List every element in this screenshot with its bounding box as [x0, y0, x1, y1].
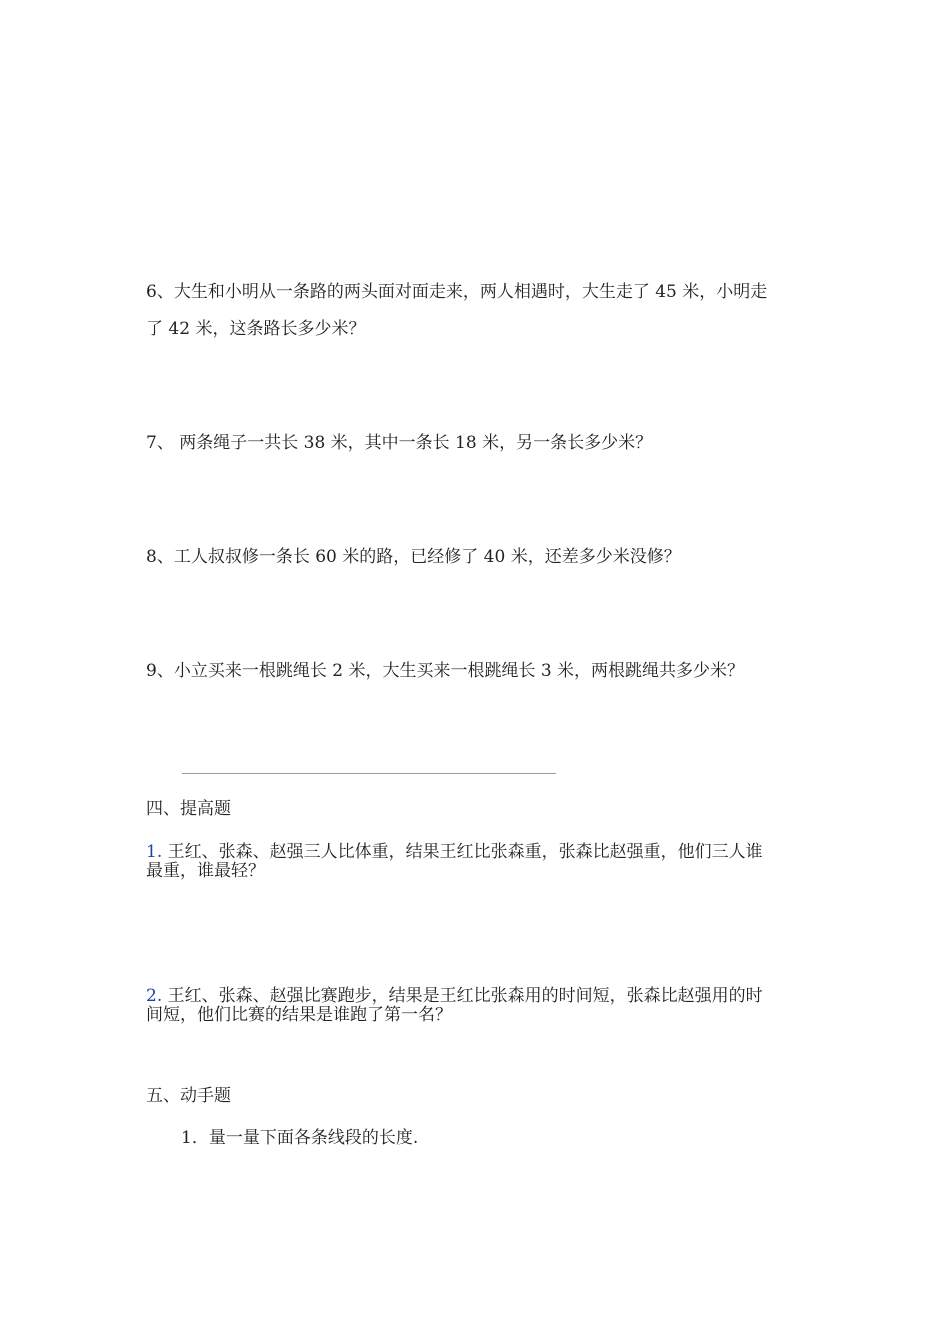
problem-1-line2: 最重，谁最轻？ [146, 861, 265, 881]
question-9: 9、小立买来一根跳绳长 2 米，大生买来一根跳绳长 3 米，两根跳绳共多少米？ [146, 661, 745, 681]
problem-2-line1 [146, 986, 763, 1006]
question-6-line1: 6、大生和小明从一条路的两头面对面走来，两人相遇时，大生走了 45 米，小明走 [146, 282, 768, 302]
problem-1-number: 1. [146, 842, 163, 862]
question-8: 8、工人叔叔修一条长 60 米的路，已经修了 40 米，还差多少米没修？ [146, 547, 681, 567]
section-4-heading: 四、提高题 [146, 799, 231, 819]
problem-1-line1 [146, 842, 763, 862]
divider-line [182, 773, 556, 774]
section-5-item-1: 1．量一量下面各条线段的长度. [181, 1128, 419, 1148]
question-6-line2: 了 42 米，这条路长多少米？ [146, 319, 366, 339]
problem-2-text: 王红、张森、赵强比赛跑步，结果是王红比张森用的时间短，张森比赵强用的时 [162, 986, 763, 1006]
problem-2-line2: 间短，他们比赛的结果是谁跑了第一名？ [146, 1005, 452, 1025]
problem-2-number: 2. [146, 986, 163, 1006]
section-5-heading: 五、动手题 [146, 1086, 231, 1106]
problem-1-text: 王红、张森、赵强三人比体重，结果王红比张森重，张森比赵强重，他们三人谁 [162, 842, 763, 862]
question-7: 7、 两条绳子一共长 38 米，其中一条长 18 米，另一条长多少米？ [146, 433, 653, 453]
